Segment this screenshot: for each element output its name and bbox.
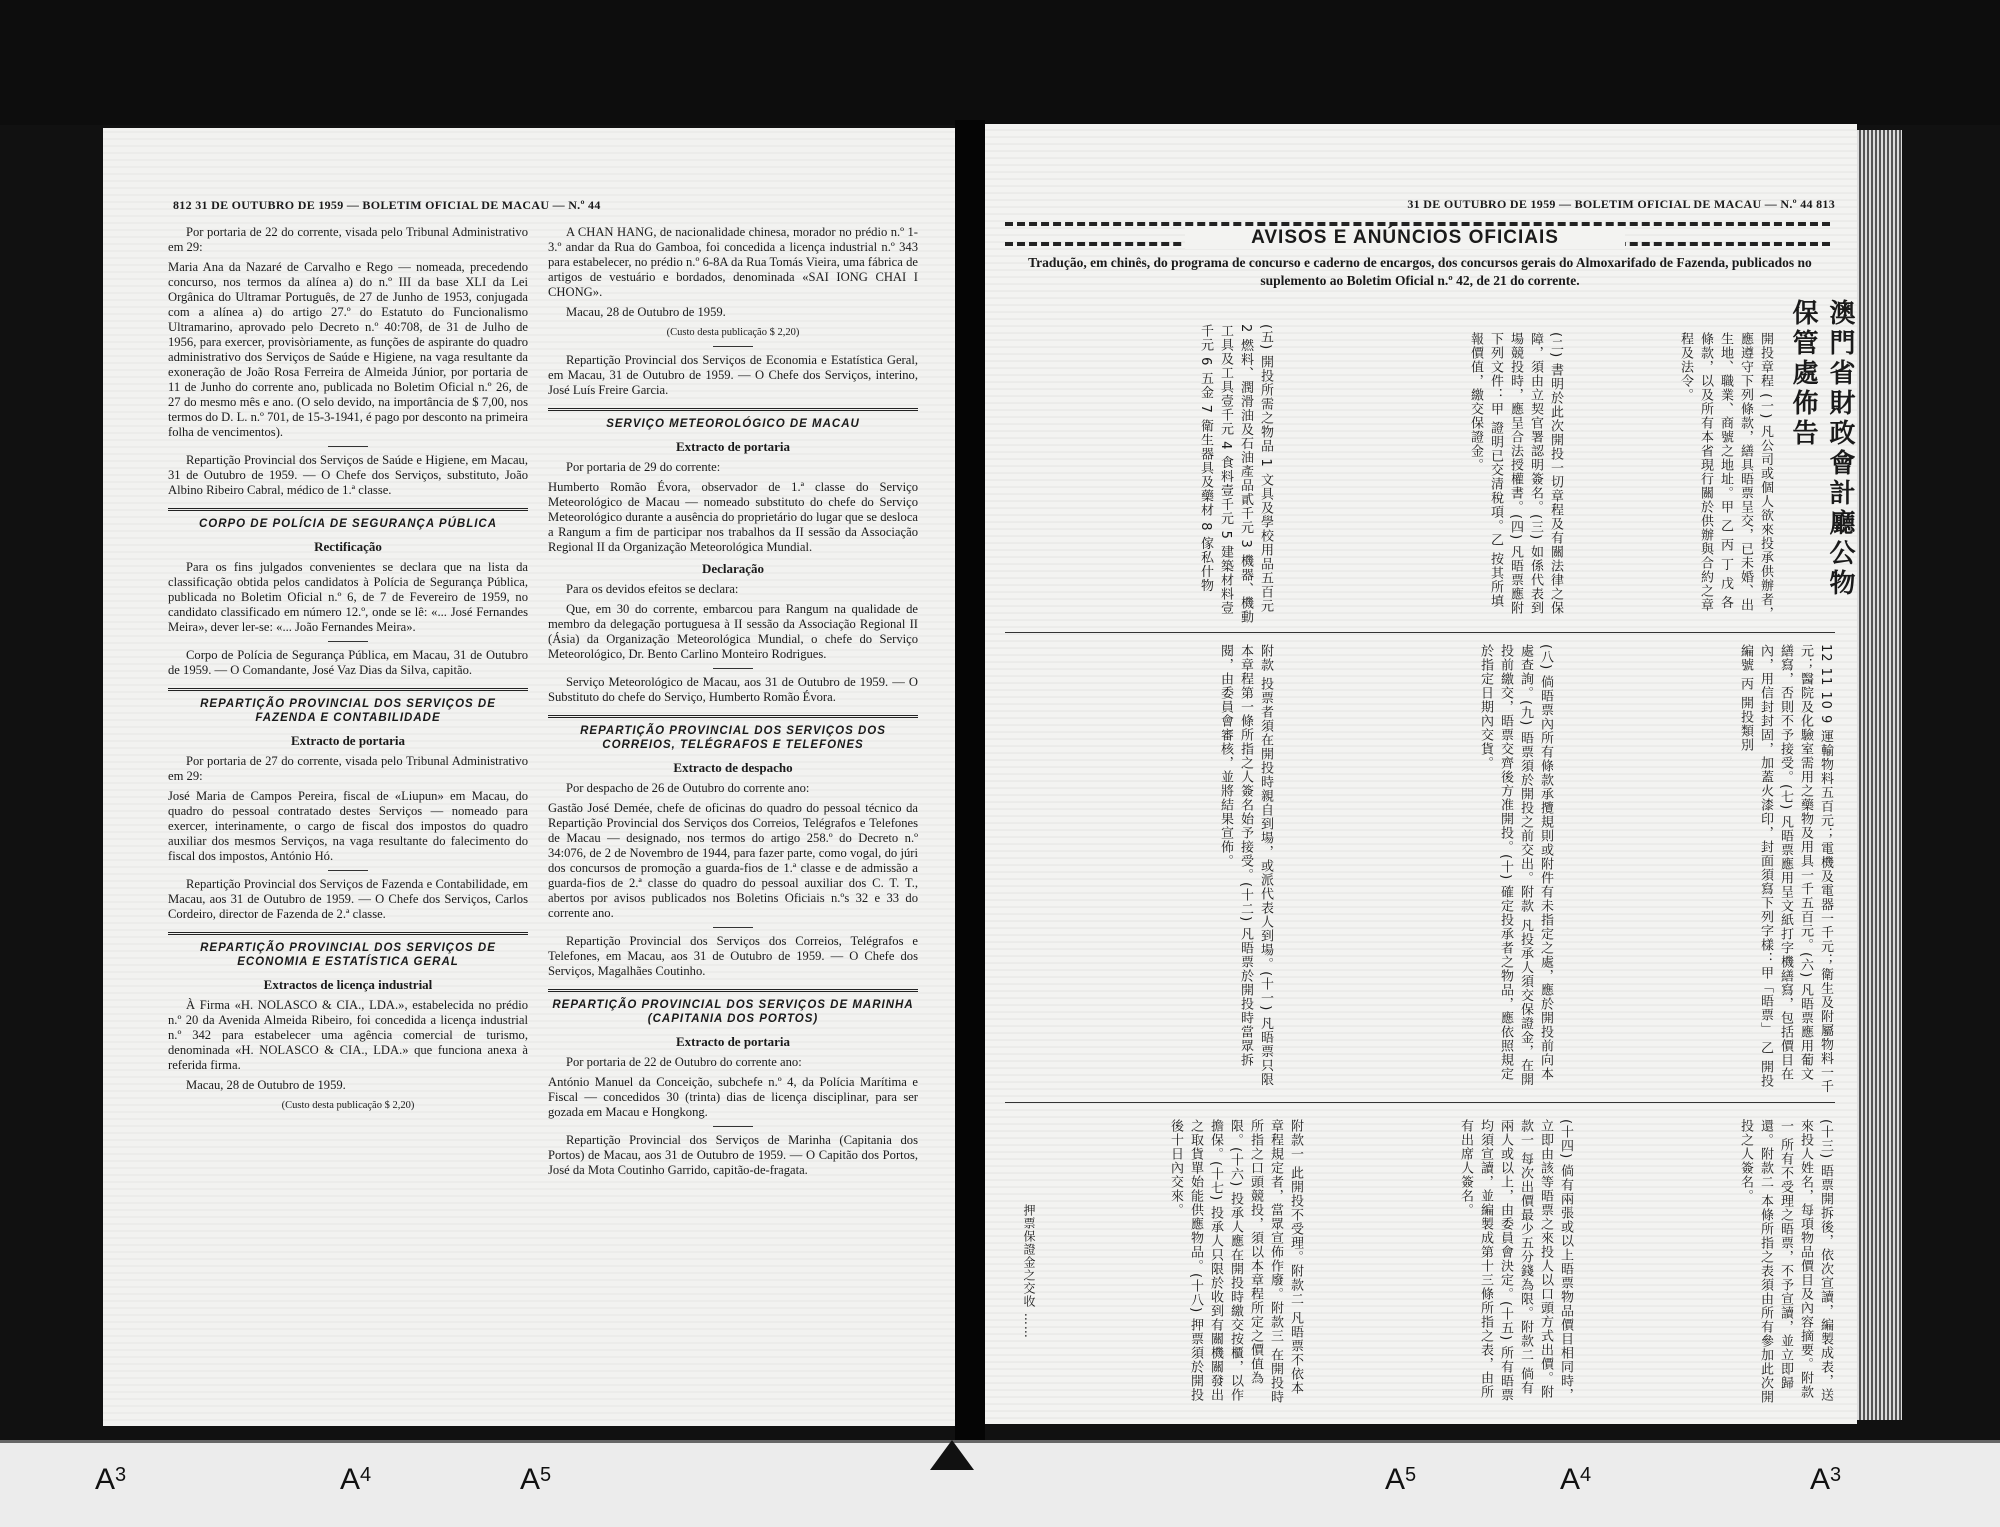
chinese-text-block: (十三) 晤票開拆後，依次宣讀，編製成表，送來投人姓名，每項物品價目及內容摘要。附款一 所有不受理之晤票，不予宣讀，並立即歸還。附款二 本條所指之表須由所有參加此次開投之人簽名。 <box>1738 1119 1833 1405</box>
page-gutter <box>955 120 985 1440</box>
chinese-text-block: (二) 書明於此次開投一切章程及有關法律之保障，須由立契官署認明簽名。(三) 如係代表到場競投時，應呈合法授權書。(四) 凡晤票應附下列文件：甲 證明已交清稅項。乙 按其所填報價值，繳交保證金。 <box>1468 332 1563 616</box>
right-page <box>985 124 1857 1424</box>
paragraph: Maria Ana da Nazaré de Carvalho e Rego — nomeada, precedendo concurso, nos termos da alínea a) do n.º III da base XLI da Lei Orgânica do Ultramar Português, de 27 de Junho de 1953, conjugada com a alínea a) do artigo 27.º do Estatuto do Funcionalismo Ultramarino, aprovado pelo Decreto n.º 40:708, de 31 de Julho de 1956, para exercer, provisòriamente, as funções de aspirante do quadro administrativo dos Serviços de Saúde e Higiene, na vaga resultante da exoneração de João Rosa Ferreira de Almeida Júnior, por portaria de 11 de Junho do corrente ano, publicada no Boletim Oficial n.º 26, de 27 do mesmo mês e ano. (O selo devido, na importância de $ 7,00, nos termos do D. L. n.º 701, de 15-3-1941, é pago por desconto na primeira folha de vencimentos). <box>168 260 528 439</box>
section-subtitle: Extracto de portaria <box>290 733 406 748</box>
divider <box>328 870 368 871</box>
divider <box>713 668 753 669</box>
divider <box>713 1126 753 1127</box>
paragraph: António Manuel da Conceição, subchefe n.º 4, da Polícia Marítima e Fiscal — concedidos 30 (trinta) dias de licença disciplinar, para ser gozada em Macau e Hongkong. <box>548 1075 918 1119</box>
film-strip-bottom <box>0 1440 2000 1527</box>
paragraph: Por portaria de 29 do corrente: <box>566 460 721 474</box>
section-title: SERVIÇO METEOROLÓGICO DE MACAU <box>548 408 918 431</box>
paragraph: À Firma «H. NOLASCO & CIA., LDA.», estabelecida no prédio n.º 20 da Avenida Almeida Ribeiro, foi concedida a licença industrial n.º 342 para estabelecer uma agência comercial de turismo, denominada «H. NOLASCO & CIA., LDA.» que funciona anexa à referida firma. <box>168 998 528 1072</box>
banner-title: AVISOS E ANÚNCIOS OFICIAIS <box>1185 227 1625 249</box>
chinese-text-block: 附款 投票者須在開投時親自到場，或派代表人到場。(十一) 凡晤票只限本章程第一條所指之人簽名始予接受。(十二) 凡晤票於開投時當眾拆閱，由委員會審核，並將結果宣佈。 <box>1218 644 1273 1087</box>
chinese-text-block: (五) 開投所需之物品 1 文具及學校用品五百元 2 燃料、潤滑油及石油產品貳千元 3 機器、機動工具及工具壹千元 4 食料壹千元 5 建築材料壹千元 6 五金 7 衛生器具及藥材 8 傢私什物 <box>1198 324 1273 624</box>
section-subtitle: Extractos de licença industrial <box>263 977 433 992</box>
chinese-text-block: (十四) 倘有兩張或以上晤票物品價目相同時，立即由該等晤票之來投人以口頭方式出價。附款一 每次出價最少五分錢為限。附款二 倘有兩人或以上，由委員會決定。(十五) 所有晤票均須宣讀，並編製成第十三條所指之表，由所有出席人簽名。 <box>1458 1119 1573 1403</box>
paragraph: Para os fins julgados convenientes se declara que na lista da classificação obtida pelos candidatos à Polícia de Segurança Pública, publicada no Boletim Oficial n.º 6, de 7 de Fevereiro de 1959, no candidato classificado em número 12.º, onde se lê: «... José Fernandes Meira», dever ler-se: «... João Fernandes Meira». <box>168 560 528 634</box>
paragraph: Corpo de Polícia de Segurança Pública, em Macau, 31 de Outubro de 1959. — O Comandante, José Vaz Dias da Silva, capitão. <box>168 648 528 677</box>
film-frame-mark: $A^4$ <box>1560 1463 1592 1496</box>
left-page <box>103 128 955 1426</box>
chinese-text-block: (八) 倘晤票內所有條款承攬規則或附件有未指定之處，應於開投前向本處查詢。(九) 晤票須於開投之前交出。附款 凡投承人須交保證金，在開投前繳交，晤票交齊後方准開投。(十) 確定投承者之物品，應依照規定於指定日期內交貨。 <box>1478 644 1553 1087</box>
section-title: REPARTIÇÃO PROVINCIAL DOS SERVIÇOS DOS CORREIOS, TELÉGRAFOS E TELEFONES <box>548 715 918 752</box>
paragraph: Gastão José Demée, chefe de oficinas do quadro do pessoal técnico da Repartição Provincial dos Serviços dos Correios, Telégrafos e Telefones de Macau — designado, nos termos do artigo 258.º do Decreto n.º 34:076, de 2 de Novembro de 1944, para fazer parte, como vogal, do júri dos concursos de promoção a guarda-fios de 1.ª classe e de admissão a guarda-fios de 2.ª classe do quadro do pessoal auxiliar dos C. T. T., abertos por avisos publicados nos Boletins Oficiais n.ºs 32 e 33 do corrente ano. <box>548 801 918 920</box>
paragraph: Repartição Provincial dos Serviços de Economia e Estatística Geral, em Macau, 31 de Outubro de 1959. — O Chefe dos Serviços, interino, José Luís Freire Garcia. <box>548 353 918 397</box>
section-subtitle: Extracto de portaria <box>675 439 791 454</box>
paragraph: Repartição Provincial dos Serviços de Marinha (Capitania dos Portos) de Macau, aos 31 de Outubro de 1959. — O Capitão dos Portos, José da Mota Coutinho Garrido, capitão-de-fragata. <box>548 1133 918 1177</box>
paragraph: Macau, 28 de Outubro de 1959. <box>566 305 726 319</box>
banner-subtitle: Tradução, em chinês, do programa de concurso e caderno de encargos, dos concursos gerais do Almoxarifado de Fazenda, publicados no suplemento ao Boletim Oficial n.º 42, de 21 do corrente. <box>1028 255 1812 288</box>
paragraph: Macau, 28 de Outubro de 1959. <box>186 1078 346 1092</box>
left-column-1 <box>168 225 528 1118</box>
chinese-text-block: 附款一 此開投不受理。附款二 凡晤票不依本章程規定者，當眾宣佈作廢。附款三 在開投時所指之口頭競投，須以本章程所定之價值為限。(十六) 投承人應在開投時繳交按櫃，以作擔保。(十七) 投承人只限於收到有關機關發出之取貨單始能供應物品。(十八) 押票須於開投後十日內交來。 <box>1168 1119 1303 1405</box>
paragraph: A CHAN HANG, de nacionalidade chinesa, morador no prédio n.º 1-3.º andar da Rua do Gamboa, foi concedida a licença industrial n.º 343 para estabelecer, no prédio n.º 6-8A da Rua Tomás Vieira, uma fábrica de artigos de vestuário e bordados, denominada «SAI IONG CHAI I CHONG». <box>548 225 918 299</box>
divider <box>713 927 753 928</box>
film-frame-mark: $A^4$ <box>340 1463 372 1496</box>
section-title: CORPO DE POLÍCIA DE SEGURANÇA PÚBLICA <box>168 508 528 531</box>
section-subtitle: Rectificação <box>314 539 382 554</box>
section-subtitle: Declaração <box>701 561 765 576</box>
divider <box>1005 1102 1835 1103</box>
section-title: REPARTIÇÃO PROVINCIAL DOS SERVIÇOS DE ECONOMIA E ESTATÍSTICA GERAL <box>168 932 528 969</box>
paragraph: Repartição Provincial dos Serviços dos Correios, Telégrafos e Telefones, em Macau, aos 31 de Outubro de 1959. — O Chefe dos Serviços, Magalhães Coutinho. <box>548 934 918 978</box>
film-frame-mark: $A^5$ <box>1385 1463 1417 1496</box>
paragraph: Repartição Provincial dos Serviços de Saúde e Higiene, em Macau, 31 de Outubro de 1959. — O Chefe dos Serviços, substituto, João Albino Ribeiro Cabral, médico de 1.ª classe. <box>168 453 528 497</box>
paragraph: Para os devidos efeitos se declara: <box>566 582 739 596</box>
divider <box>328 641 368 642</box>
film-frame-mark: $A^5$ <box>520 1463 552 1496</box>
divider <box>328 446 368 447</box>
paragraph: Humberto Romão Évora, observador de 1.ª classe do Serviço Meteorológico de Macau — nomeado substituto do chefe do Serviço Meteorológico durante a ausência do proprietário do lugar que se desloca a Rangum a fim de participar nos trabalhos da II sessão da Associação Regional II da Organização Meteorológica Mundial. <box>548 480 918 554</box>
film-frame-mark: $A^3$ <box>95 1463 127 1496</box>
page-header-left: 812 31 DE OUTUBRO DE 1959 — BOLETIM OFICIAL DE MACAU — N.º 44 <box>173 198 601 212</box>
paragraph: José Maria de Campos Pereira, fiscal de «Liupun» em Macau, do quadro do pessoal contratado destes Serviços — nomeado para exercer, interinamente, o cargo de fiscal dos impostos do quadro auxiliar dos mesmos Serviços, na vaga resultante do falecimento do fiscal dos impostos, António Hó. <box>168 789 528 863</box>
section-subtitle: Extracto de despacho <box>673 760 793 775</box>
chinese-text-block: 開投章程 (一) 凡公司或個人欲來投承供辦者，應遵守下列條款，繕具晤票呈交，已未婚、出生地、職業、商號之地址。甲 乙 丙 丁 戊 各條款，以及所有本省現行關於供辦與合約之章程及法令。 <box>1678 332 1773 621</box>
paragraph: Por portaria de 22 de Outubro do corrente ano: <box>566 1055 802 1069</box>
film-notch <box>930 1440 974 1470</box>
chinese-notice-title: 澳門省財政會計廳公物保管處佈告 <box>1788 299 1855 599</box>
page-stack-edge <box>1857 130 1902 1420</box>
chinese-text-block: 押票保證金之交收 …… <box>1022 1204 1036 1339</box>
paragraph: Por despacho de 26 de Outubro do corrente ano: <box>566 781 810 795</box>
paragraph: Por portaria de 22 do corrente, visada pelo Tribunal Administrativo em 29: <box>168 225 528 254</box>
left-column-2 <box>548 225 918 1183</box>
film-frame-mark: $A^3$ <box>1810 1463 1842 1496</box>
paragraph: Serviço Meteorológico de Macau, aos 31 de Outubro de 1959. — O Substituto do chefe do Serviço, Humberto Romão Évora. <box>548 675 918 704</box>
publication-cost: (Custo desta publicação $ 2,20) <box>666 327 800 338</box>
chinese-text-block: 12 11 10 9 運輸物料五百元；電機及電器一千元；衛生及附屬物料一千元；醫院及化驗室需用之藥物及用具一千五百元。(六) 凡晤票應用葡文繕寫，否則不予接受。(七) 凡晤票應用呈文紙打字機繕寫，包括價目在內，用信封封固，加蓋火漆印，封面須寫下列字樣：甲「晤票」 乙 開投編號 丙 開投類別 <box>1738 644 1833 1094</box>
page-header-right: 31 DE OUTUBRO DE 1959 — BOLETIM OFICIAL DE MACAU — N.º 44 813 <box>1407 197 1835 211</box>
paragraph: Que, em 30 do corrente, embarcou para Rangum na qualidade de membro da delegação portuguesa à II sessão da Associação Regional II (Ásia) da Organização Meteorológica Mundial, o chefe do Serviço Meteorológico, Dr. Bento Carlino Monteiro Rodrigues. <box>548 602 918 661</box>
section-title: REPARTIÇÃO PROVINCIAL DOS SERVIÇOS DE FAZENDA E CONTABILIDADE <box>168 688 528 725</box>
film-strip-top <box>0 0 2000 125</box>
publication-cost: (Custo desta publicação $ 2,20) <box>281 1100 415 1111</box>
section-subtitle: Extracto de portaria <box>675 1034 791 1049</box>
paragraph: Por portaria de 27 do corrente, visada pelo Tribunal Administrativo em 29: <box>168 754 528 783</box>
divider <box>713 346 753 347</box>
divider <box>1005 632 1835 633</box>
section-title: REPARTIÇÃO PROVINCIAL DOS SERVIÇOS DE MARINHA (CAPITANIA DOS PORTOS) <box>548 989 918 1026</box>
paragraph: Repartição Provincial dos Serviços de Fazenda e Contabilidade, em Macau, aos 31 de Outubro de 1959. — O Chefe dos Serviços, Carlos Cordeiro, director de Fazenda de 2.ª classe. <box>168 877 528 921</box>
